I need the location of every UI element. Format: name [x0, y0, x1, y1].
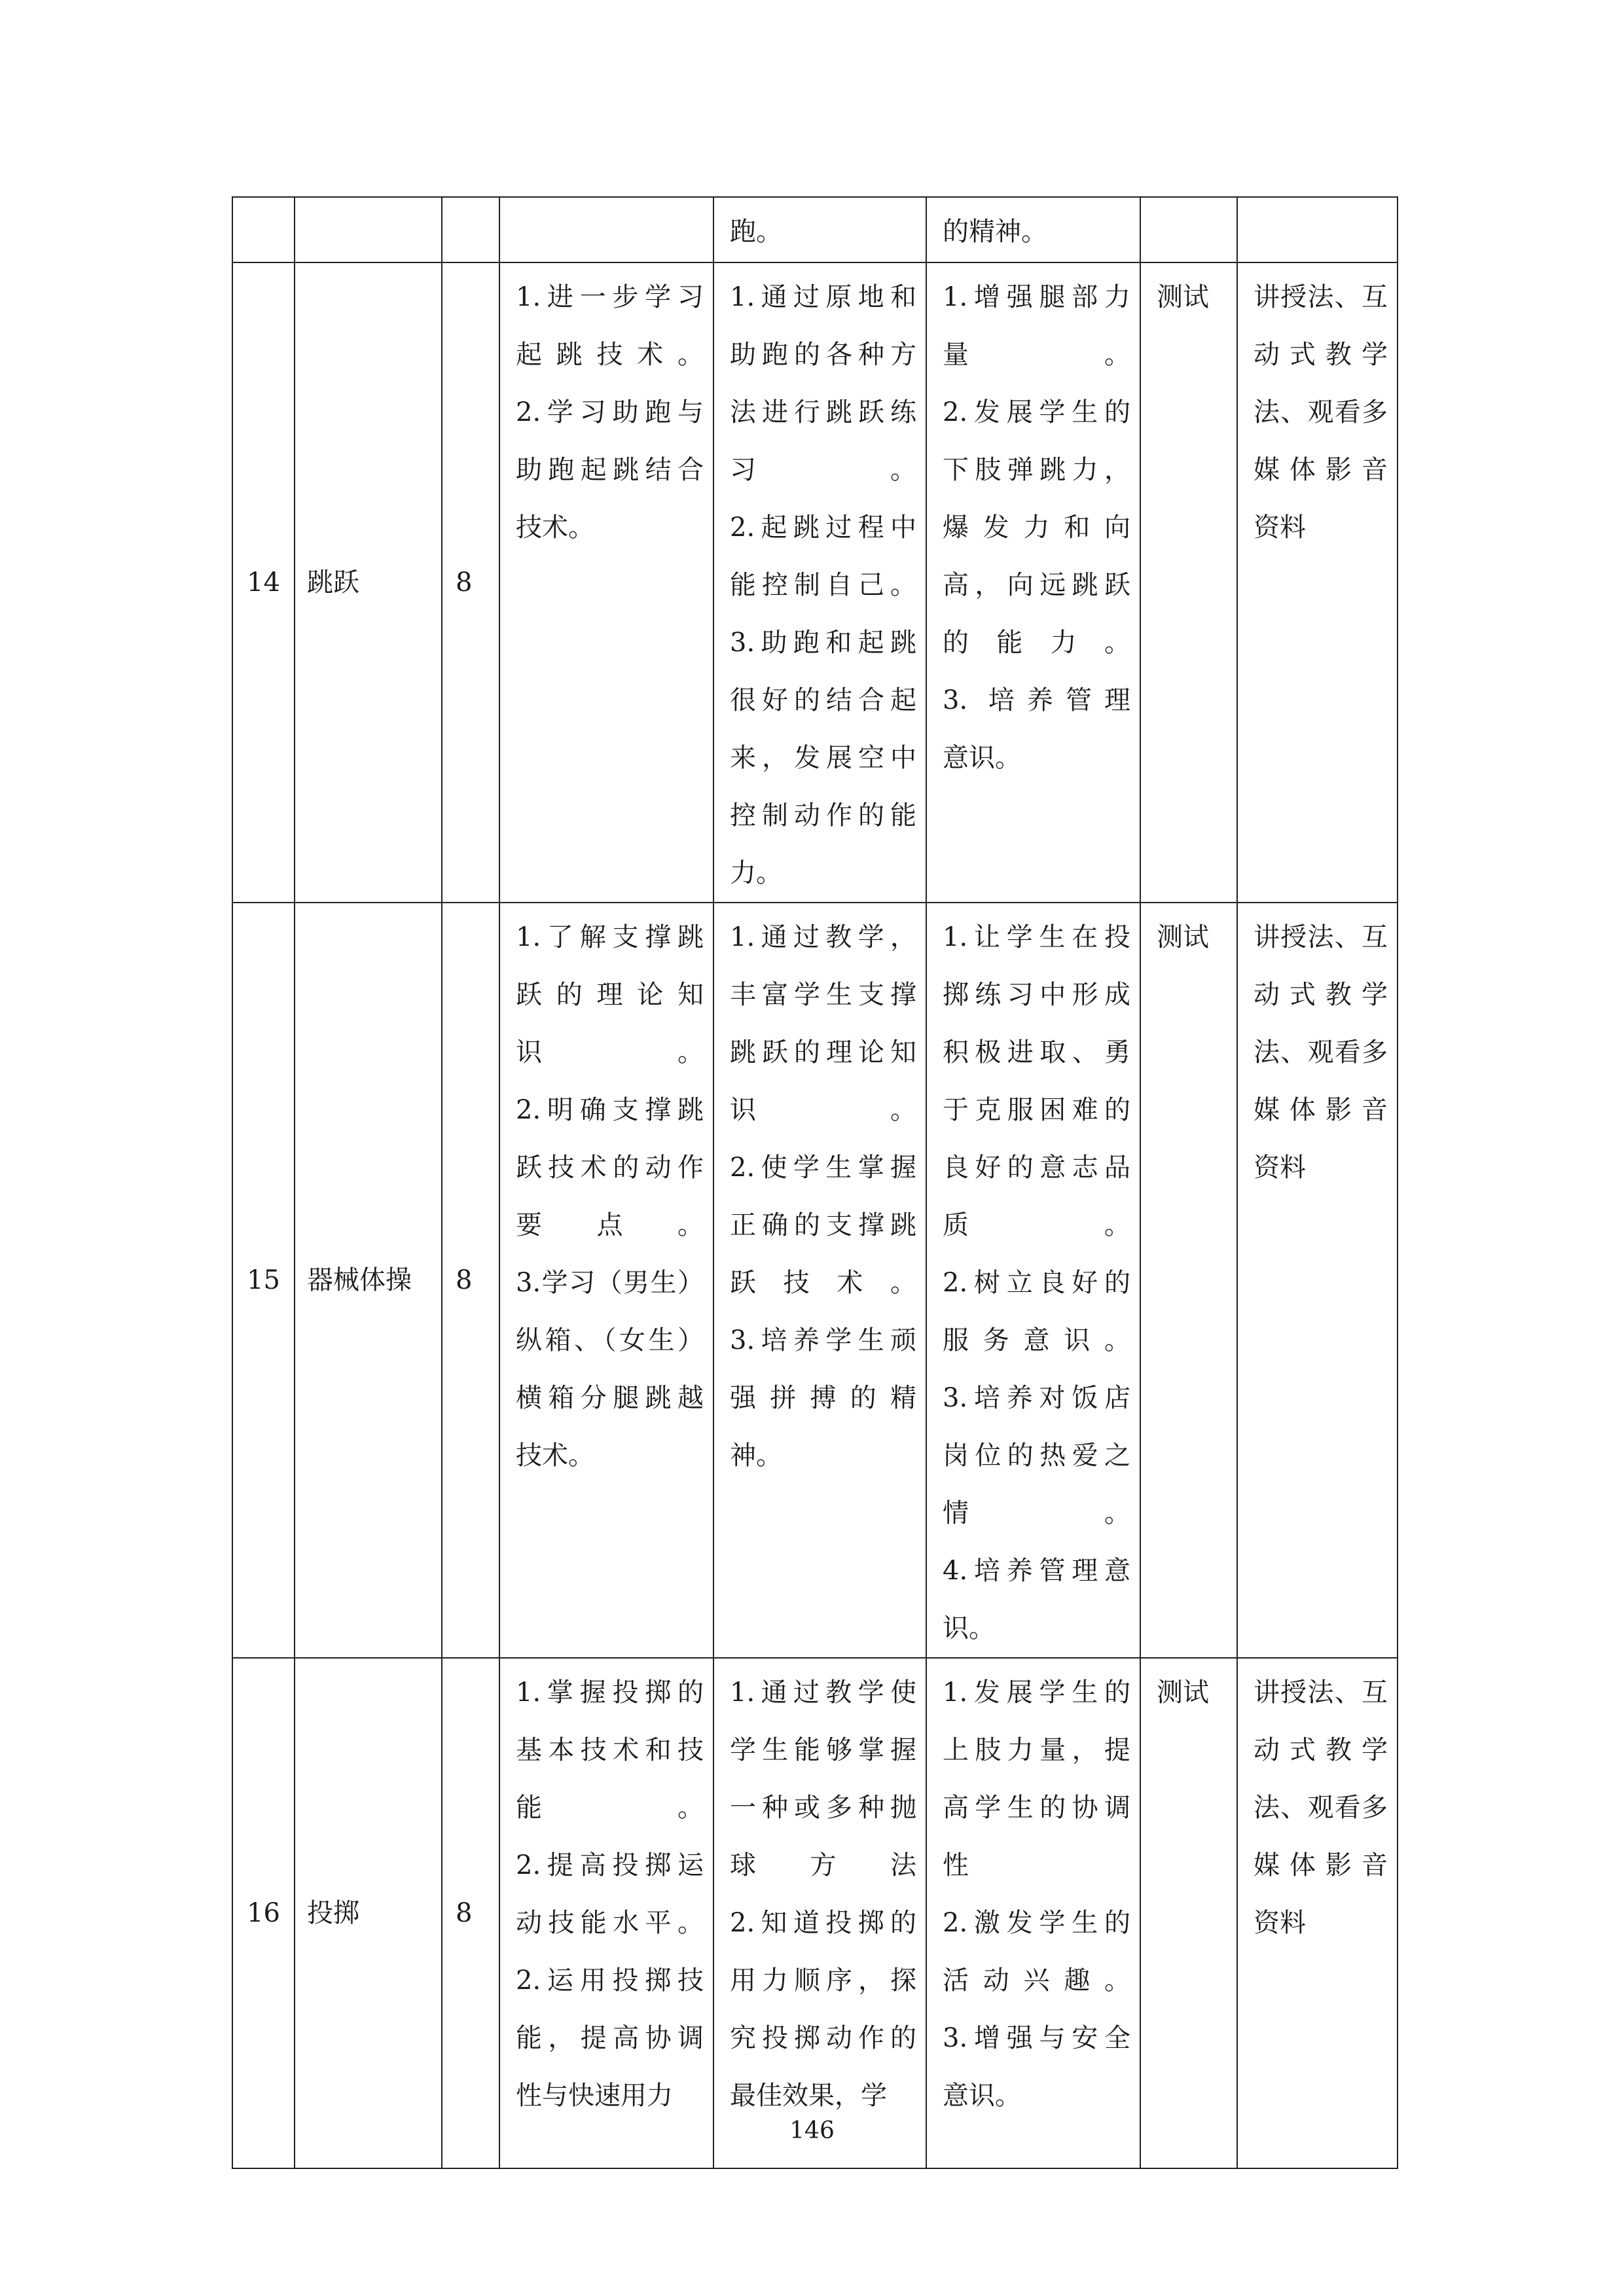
table-row	[232, 903, 1398, 1658]
cell-line: 横箱分腿跳越	[516, 1383, 704, 1413]
cell-line: 1.发展学生的	[943, 1677, 1130, 1708]
cell-line: 媒体影音	[1254, 455, 1388, 485]
teaching-goals-cell	[713, 903, 926, 1658]
cell-line: 活动兴趣。	[943, 1965, 1130, 1996]
cell-line: 掷练习中形成	[943, 980, 1130, 1010]
teaching-goals-cell	[713, 197, 926, 262]
unit-name-cell: 器械体操	[295, 903, 442, 1658]
cell-line: 跃 的 理 论 知	[516, 980, 704, 1010]
cell-line: 1.通过原地和	[730, 282, 916, 312]
cell-line: 讲授法、互	[1254, 1677, 1388, 1708]
cell-line: 动式教学	[1254, 340, 1388, 370]
cell-line: 习。	[730, 455, 916, 485]
cell-line: 2.学习助跑与	[516, 397, 704, 427]
cell-line: 力。	[730, 858, 782, 888]
cell-line: 学生能够掌握	[730, 1735, 916, 1765]
cell-line: 媒体影音	[1254, 1850, 1388, 1880]
unit-name-cell: 投掷	[295, 1658, 442, 2168]
teaching-method-cell	[1237, 1658, 1398, 2168]
cell-line: 能控制自己。	[730, 570, 916, 600]
quality-goals-cell	[926, 197, 1140, 262]
cell-line: 跑。	[730, 217, 782, 247]
cell-line: 技术。	[516, 1441, 594, 1471]
cell-line: 下肢弹跳力，	[943, 455, 1130, 485]
teaching-goals-cell	[713, 262, 926, 903]
table-row	[232, 262, 1398, 903]
cell-line: 纵箱、（女生）	[516, 1325, 704, 1355]
cell-line: 用力顺序，探	[730, 1965, 916, 1996]
assessment-cell: 测试	[1140, 903, 1237, 1658]
teaching-content-cell	[499, 262, 713, 903]
cell-line: 神。	[730, 1441, 782, 1471]
cell-line: 性与快速用力	[516, 2081, 673, 2111]
teaching-method-cell	[1237, 262, 1398, 903]
cell-line: 高学生的协调	[943, 1793, 1130, 1823]
cell-line: 强 拼 搏 的 精	[730, 1383, 916, 1413]
cell-line: 跃技术。	[730, 1268, 916, 1298]
cell-line: 讲授法、互	[1254, 282, 1388, 312]
cell-line: 3.助跑和起跳	[730, 628, 916, 658]
cell-line: 一种或多种抛	[730, 1793, 916, 1823]
cell-line: 助跑起跳结合	[516, 455, 704, 485]
cell-line: 起跳技术。	[516, 340, 704, 370]
cell-line: 很好的结合起	[730, 685, 916, 715]
unit-name-cell	[295, 197, 442, 262]
class-hours-cell: 8	[442, 903, 499, 1658]
quality-goals-cell	[926, 903, 1140, 1658]
cell-line: 1.掌握投掷的	[516, 1677, 704, 1708]
teaching-method-cell	[1237, 197, 1398, 262]
cell-line: 量。	[943, 340, 1130, 370]
cell-line: 3.增强与安全	[943, 2023, 1130, 2053]
cell-line: 意识。	[943, 743, 1021, 773]
sequence-number-cell	[232, 197, 295, 262]
cell-line: 2.明确支撑跳	[516, 1095, 704, 1125]
cell-line: 动技能水平。	[516, 1908, 704, 1938]
cell-line: 积极进取、勇	[943, 1037, 1130, 1067]
cell-line: 法进行跳跃练	[730, 397, 916, 427]
cell-line: 资料	[1254, 1153, 1306, 1183]
cell-line: 2.起跳过程中	[730, 512, 916, 543]
cell-line: 识。	[730, 1095, 916, 1125]
cell-line: 1.增强腿部力	[943, 282, 1130, 312]
teaching-content-cell	[499, 903, 713, 1658]
assessment-cell: 测试	[1140, 262, 1237, 903]
cell-line: 技术。	[516, 512, 594, 543]
cell-line: 3. 培养管理	[943, 685, 1130, 715]
cell-line: 球方法	[730, 1850, 916, 1880]
cell-line: 2.运用投掷技	[516, 1965, 704, 1996]
cell-line: 的精神。	[943, 217, 1047, 247]
teaching-content-cell	[499, 197, 713, 262]
assessment-cell: 测试	[1140, 1658, 1237, 2168]
cell-line: 3.培养学生顽	[730, 1325, 916, 1355]
cell-line: 动式教学	[1254, 1735, 1388, 1765]
cell-line: 1.通过教学，	[730, 922, 916, 952]
cell-line: 2.提高投掷运	[516, 1850, 704, 1880]
cell-line: 法、观看多	[1254, 1793, 1388, 1823]
cell-line: 高，向远跳跃	[943, 570, 1130, 600]
assessment-cell	[1140, 197, 1237, 262]
cell-line: 1.让学生在投	[943, 922, 1130, 952]
cell-line: 1.了解支撑跳	[516, 922, 704, 952]
cell-line: 丰富学生支撑	[730, 980, 916, 1010]
quality-goals-cell	[926, 1658, 1140, 2168]
cell-line: 服务意识。	[943, 1325, 1130, 1355]
cell-line: 识。	[943, 1613, 995, 1643]
cell-line: 识。	[516, 1037, 704, 1067]
cell-line: 最佳效果，学	[730, 2081, 887, 2111]
class-hours-cell: 8	[442, 1658, 499, 2168]
cell-line: 的能力。	[943, 628, 1130, 658]
class-hours-cell	[442, 197, 499, 262]
cell-line: 控制动作的能	[730, 800, 916, 831]
cell-line: 能，提高协调	[516, 2023, 704, 2053]
cell-line: 质。	[943, 1210, 1130, 1240]
unit-name-cell: 跳跃	[295, 262, 442, 903]
cell-line: 法、观看多	[1254, 1037, 1388, 1067]
course-plan-table	[232, 196, 1398, 2169]
sequence-number-cell: 14	[232, 262, 295, 903]
table-row	[232, 1658, 1398, 2168]
cell-line: 跳跃的理论知	[730, 1037, 916, 1067]
cell-line: 动式教学	[1254, 980, 1388, 1010]
cell-line: 2.发展学生的	[943, 397, 1130, 427]
class-hours-cell: 8	[442, 262, 499, 903]
cell-line: 能。	[516, 1793, 704, 1823]
cell-line: 良好的意志品	[943, 1153, 1130, 1183]
cell-line: 情。	[943, 1498, 1130, 1528]
sequence-number-cell: 16	[232, 1658, 295, 2168]
cell-line: 于克服困难的	[943, 1095, 1130, 1125]
teaching-method-cell	[1237, 903, 1398, 1658]
table-row	[232, 197, 1398, 262]
cell-line: 正确的支撑跳	[730, 1210, 916, 1240]
cell-line: 意识。	[943, 2081, 1021, 2111]
cell-line: 4.培养管理意	[943, 1556, 1130, 1586]
cell-line: 性	[943, 1850, 969, 1880]
table-body	[232, 197, 1398, 2168]
cell-line: 基本技术和技	[516, 1735, 704, 1765]
cell-line: 资料	[1254, 512, 1306, 543]
cell-line: 2.知道投掷的	[730, 1908, 916, 1938]
cell-line: 上肢力量，提	[943, 1735, 1130, 1765]
cell-line: 2.树立良好的	[943, 1268, 1130, 1298]
quality-goals-cell	[926, 262, 1140, 903]
page-number: 146	[789, 2117, 835, 2144]
cell-line: 3.培养对饭店	[943, 1383, 1130, 1413]
cell-line: 法、观看多	[1254, 397, 1388, 427]
cell-line: 跃技术的动作	[516, 1153, 704, 1183]
cell-line: 媒体影音	[1254, 1095, 1388, 1125]
cell-line: 1.通过教学使	[730, 1677, 916, 1708]
cell-line: 2.使学生掌握	[730, 1153, 916, 1183]
cell-line: 要点。	[516, 1210, 704, 1240]
cell-line: 岗位的热爱之	[943, 1441, 1130, 1471]
cell-line: 2.激发学生的	[943, 1908, 1130, 1938]
teaching-goals-cell	[713, 1658, 926, 2168]
teaching-content-cell	[499, 1658, 713, 2168]
cell-line: 3.学习（男生）	[516, 1268, 704, 1298]
cell-line: 爆 发 力 和 向	[943, 512, 1130, 543]
cell-line: 究投掷动作的	[730, 2023, 916, 2053]
cell-line: 助跑的各种方	[730, 340, 916, 370]
cell-line: 来，发展空中	[730, 743, 916, 773]
cell-line: 1.进一步学习	[516, 282, 704, 312]
sequence-number-cell: 15	[232, 903, 295, 1658]
cell-line: 讲授法、互	[1254, 922, 1388, 952]
cell-line: 资料	[1254, 1908, 1306, 1938]
